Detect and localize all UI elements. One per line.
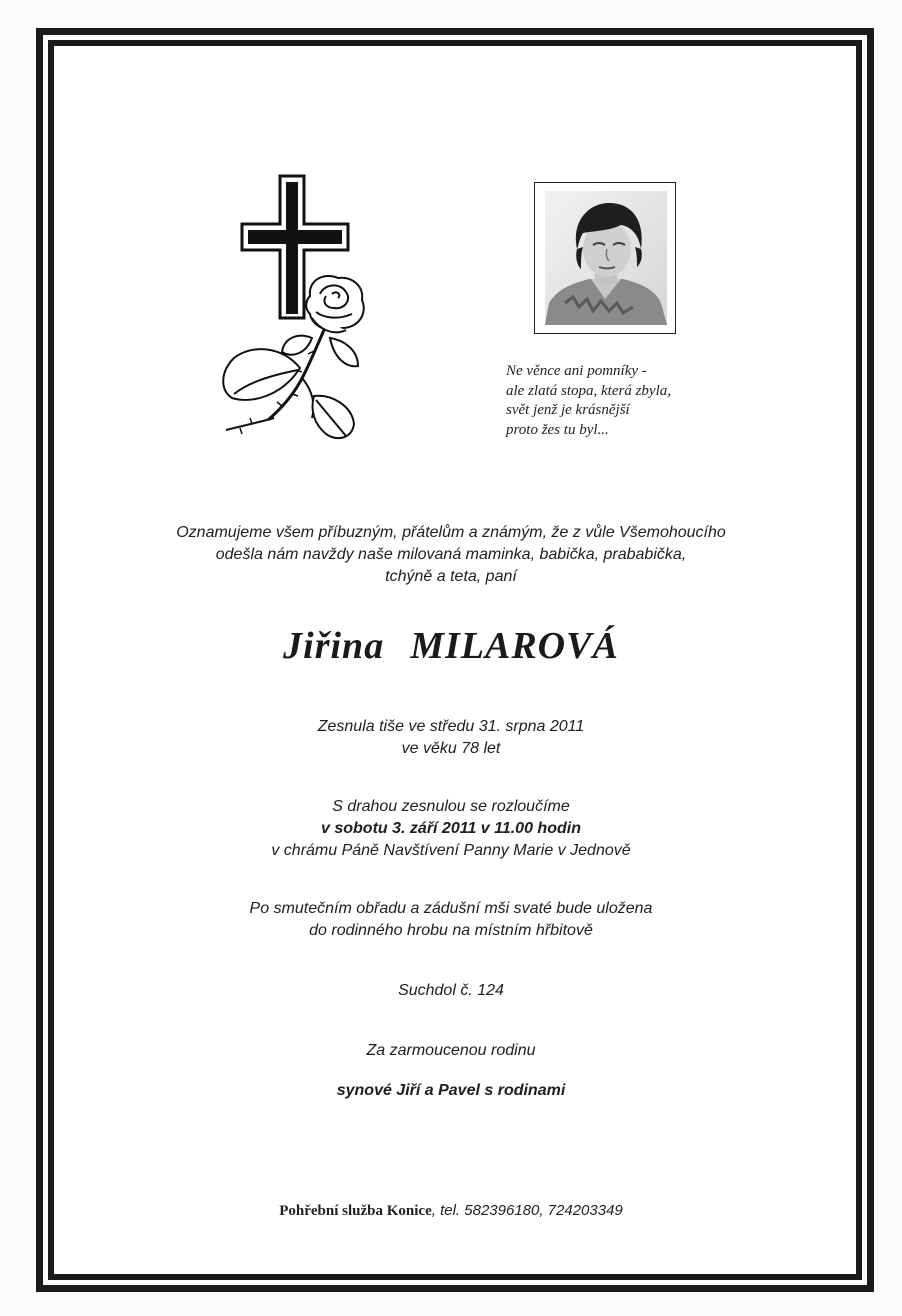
- first-name: Jiřina: [283, 625, 385, 667]
- portrait-image: [545, 191, 667, 325]
- funeral-service-name: Pohřební služba Konice: [279, 1203, 432, 1219]
- surname: MILAROVÁ: [410, 625, 619, 667]
- announcement-line: Oznamujeme všem příbuzným, přátelům a známým, že z vůle Všemohoucího: [176, 524, 726, 541]
- poem-line: Ne věnce ani pomníky -: [506, 363, 647, 379]
- burial-line: Po smutečním obřadu a zádušní mši svaté bude uložena: [249, 900, 653, 917]
- farewell-info: [60, 796, 842, 862]
- portrait-photo: [534, 182, 676, 334]
- death-info: [60, 716, 842, 760]
- funeral-service-footer: [60, 1202, 842, 1220]
- announcement-line: tchýně a teta, paní: [385, 568, 517, 585]
- announcement-line: odešla nám navždy naše milovaná maminka, babička, prababička,: [215, 546, 687, 563]
- cross-rose-icon: [212, 168, 382, 450]
- farewell-intro: S drahou zesnulou se rozloučíme: [332, 798, 570, 815]
- address: Suchdol č. 124: [398, 982, 504, 999]
- farewell-place: v chrámu Páně Navštívení Panny Marie v Jednově: [271, 842, 631, 859]
- poem-line: proto žes tu byl...: [506, 421, 609, 438]
- poem-line: svět jenž je krásnější: [506, 402, 630, 418]
- death-date: Zesnula tiše ve středu 31. srpna 2011: [317, 718, 585, 735]
- farewell-datetime: v sobotu 3. září 2011 v 11.00 hodin: [321, 820, 581, 837]
- family-intro: Za zarmoucenou rodinu: [366, 1042, 536, 1059]
- burial-line: do rodinného hrobu na místním hřbitově: [309, 922, 593, 939]
- announcement: [60, 522, 842, 588]
- deceased-name: [60, 624, 842, 668]
- poem: [506, 362, 766, 440]
- family-names: synové Jiří a Pavel s rodinami: [336, 1082, 566, 1099]
- burial-info: [60, 898, 842, 942]
- poem-line: ale zlatá stopa, která zbyla,: [506, 382, 671, 399]
- death-age: ve věku 78 let: [401, 740, 501, 757]
- funeral-service-phone: , tel. 582396180, 724203349: [431, 1202, 623, 1219]
